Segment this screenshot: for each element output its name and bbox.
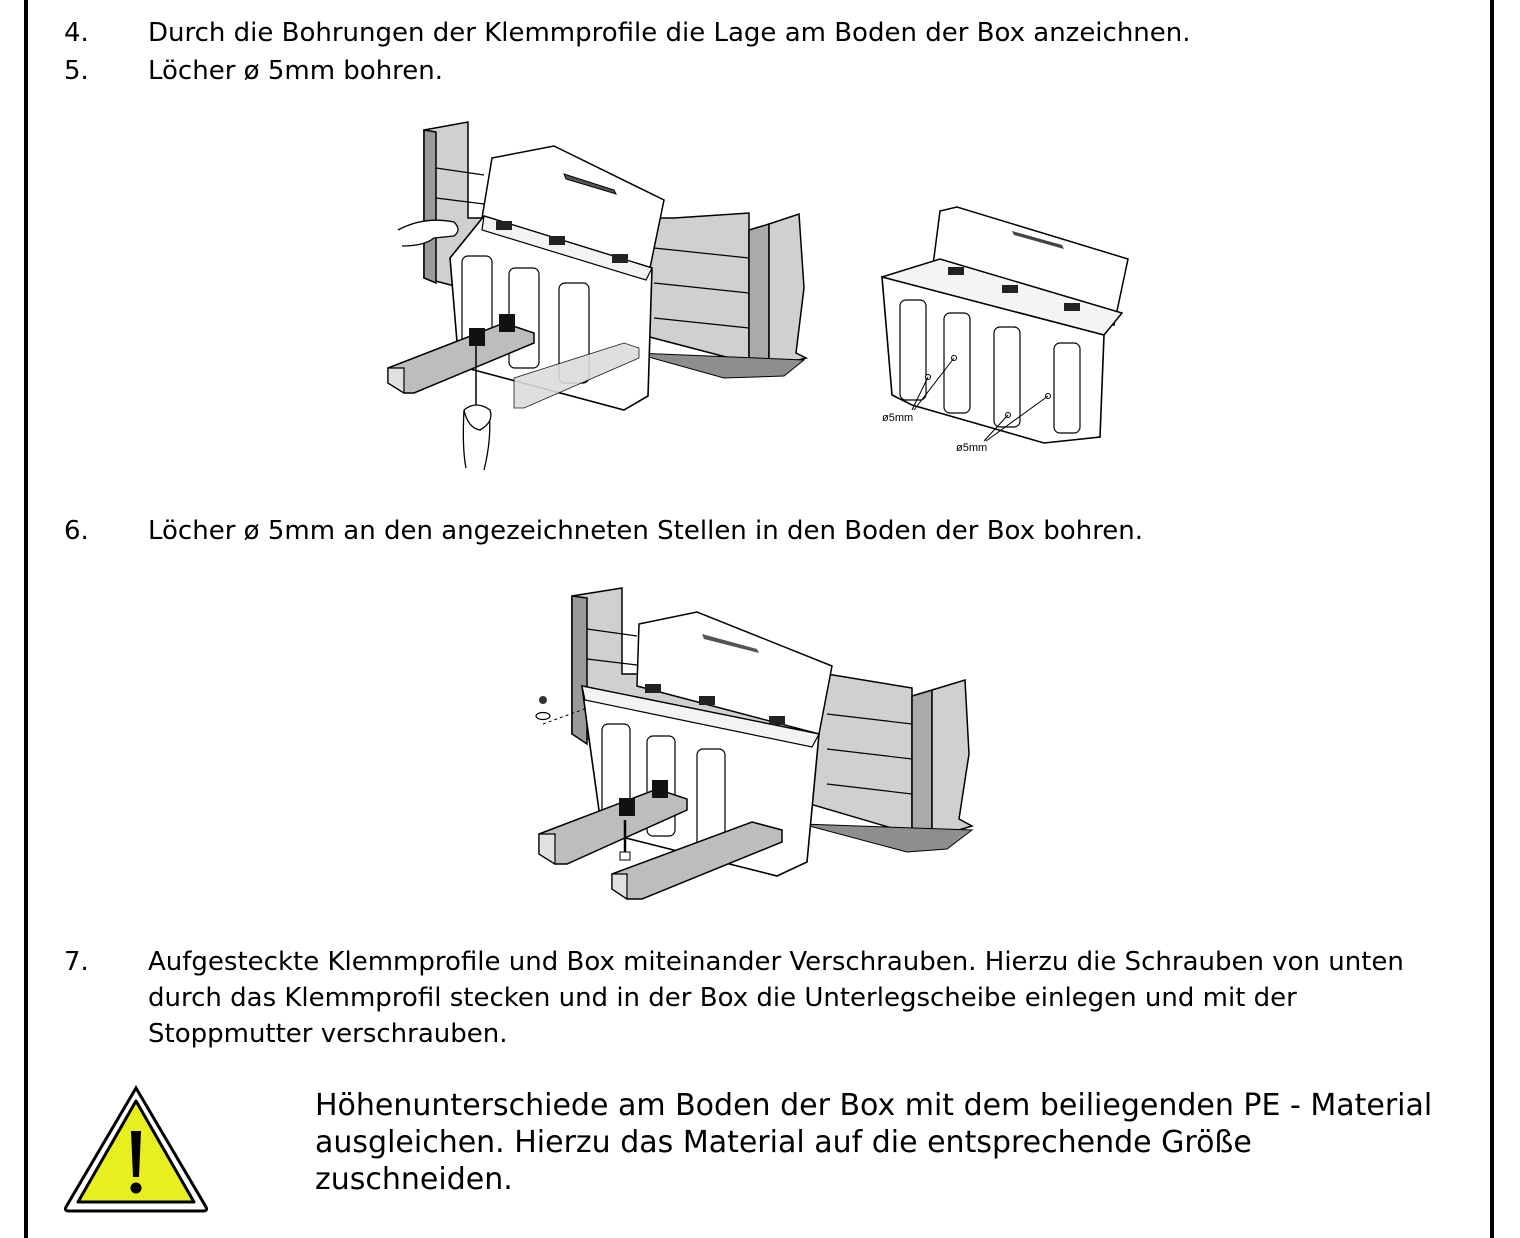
step-text: Durch die Bohrungen der Klemmprofile die Lage am Boden der Box anzeichnen. [148,18,1191,48]
step-number: 7. [64,947,89,977]
illustration-marking-holes [384,118,824,476]
step-text: Aufgesteckte Klemmprofile und Box miteinander Verschrauben. Hierzu die Schrauben von unten durch das Klemmprofil stecken und in der Box die Unterlegscheibe einlegen und mit der Stoppmutter verschrauben. [148,947,1404,1049]
step-number: 5. [64,56,89,86]
warning-text: Höhenunterschiede am Boden der Box mit dem beiliegenden PE - Material ausgleichen. Hierzu das Material auf die entsprechende Größe zuschneiden. [315,1088,1433,1197]
step-text: Löcher ø 5mm bohren. [148,56,444,86]
illustration-drill-points [872,205,1134,463]
page-border-left [24,0,28,1238]
drill-size-label: ø5mm [882,412,914,424]
step-text: Löcher ø 5mm an den angezeichneten Stellen in den Boden der Box bohren. [148,516,1144,546]
step-7 [64,944,1454,1054]
page-border-right [1490,0,1494,1238]
step-4 [64,15,1364,51]
drill-size-label: ø5mm [956,442,988,454]
step-5 [64,53,1364,89]
warning-triangle-icon [63,1085,209,1213]
step-6 [64,513,1364,549]
step-number: 4. [64,18,89,48]
step-number: 6. [64,516,89,546]
illustration-screw-assembly [527,584,982,910]
